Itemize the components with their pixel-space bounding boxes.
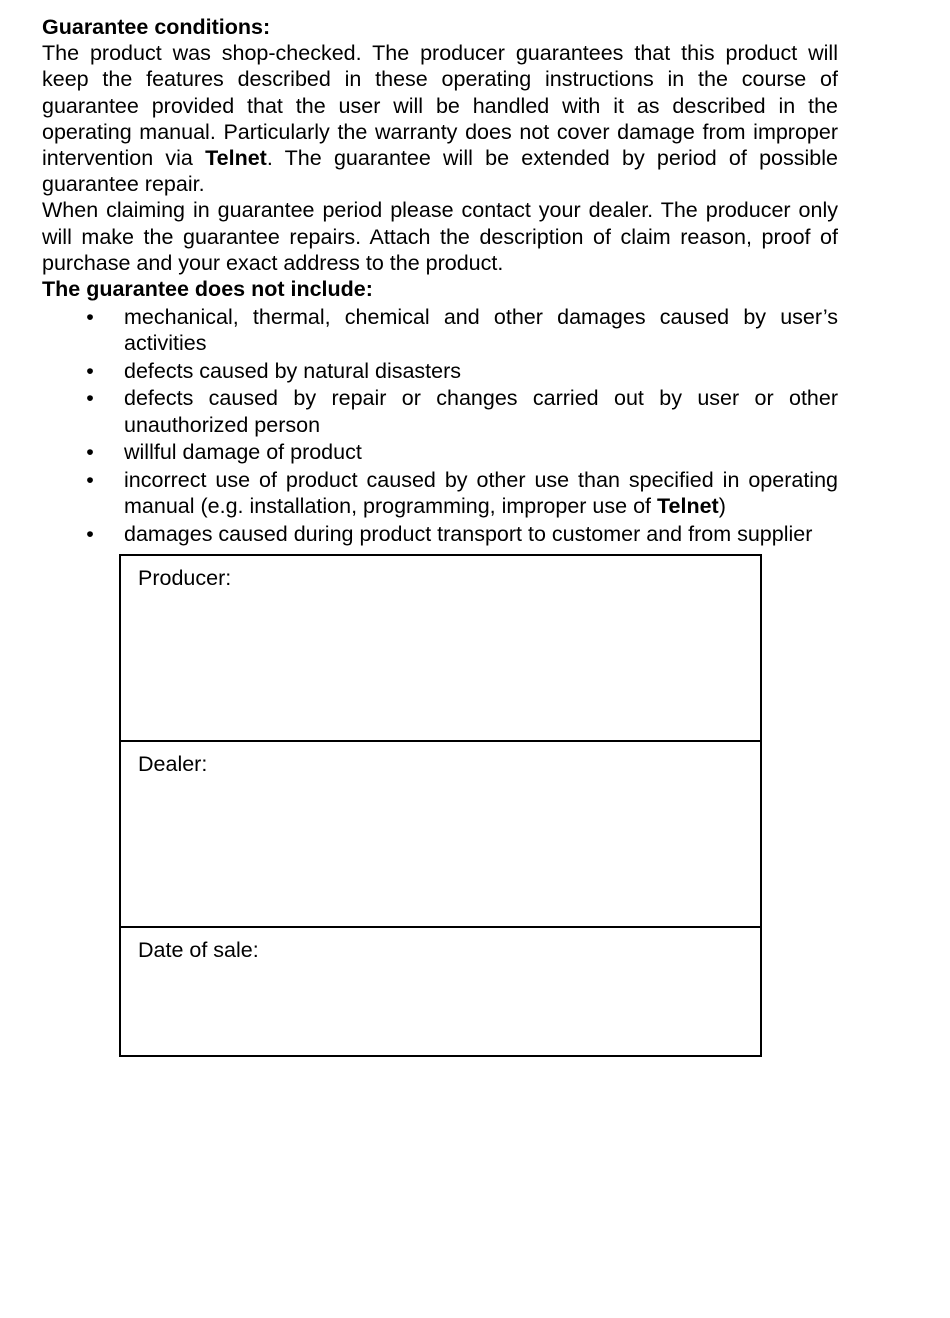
exclusion-text: defects caused by natural disasters — [124, 358, 462, 383]
guarantee-paragraph-1 — [42, 40, 838, 197]
list-item — [42, 521, 838, 547]
exclusions-list — [42, 304, 838, 547]
telnet-emphasis: Telnet — [656, 494, 719, 519]
guarantee-title: Guarantee conditions: — [42, 15, 271, 39]
exclusion-text: defects caused by repair or changes carried out by user or other unauthorized person — [124, 386, 838, 437]
exclusion-text: damages caused during product transport to customer and from supplier — [124, 521, 813, 546]
exclusion-text: mechanical, thermal, chemical and other damages caused by user’s activities — [124, 304, 838, 355]
guarantee-paragraph-1-text-b: . The guarantee will be extended by period of possible guarantee repair. — [42, 146, 838, 197]
producer-label: Producer: — [138, 566, 232, 590]
date-of-sale-label: Date of sale: — [138, 938, 259, 962]
bullet-icon: • — [86, 386, 94, 411]
bullet-icon: • — [86, 304, 94, 329]
sale-record-form — [119, 554, 762, 1057]
bullet-icon: • — [86, 358, 94, 383]
dealer-label: Dealer: — [138, 752, 208, 776]
exclusions-title: The guarantee does not include: — [42, 277, 373, 302]
list-item — [42, 304, 838, 356]
exclusion-text-b: ) — [718, 494, 726, 519]
guarantee-page — [42, 14, 838, 547]
bullet-icon: • — [86, 521, 94, 546]
telnet-emphasis: Telnet — [205, 146, 267, 171]
dealer-field[interactable] — [121, 742, 760, 928]
list-item — [42, 358, 838, 384]
producer-field[interactable] — [121, 556, 760, 742]
list-item — [42, 439, 838, 465]
bullet-icon: • — [86, 440, 94, 465]
bullet-icon: • — [86, 467, 94, 492]
list-item — [42, 385, 838, 437]
exclusion-text: willful damage of product — [124, 440, 362, 465]
date-of-sale-field[interactable] — [121, 928, 760, 1055]
guarantee-paragraph-2: When claiming in guarantee period please contact your dealer. The producer only will make the guarantee repairs. Attach the description of claim reason, proof of purchase and your exact address to the product. — [42, 198, 838, 275]
guarantee-paragraph-1-text-a: The product was shop-checked. The producer guarantees that this product will keep the features described in these operating instructions in the course of guarantee provided that the user will be handled with it as described in the operating manual. Particularly the warranty does not cover damage from improper intervention via — [42, 41, 838, 171]
exclusion-text-a: incorrect use of product caused by other use than specified in operating manual (e.g. installation, programming, improper use of — [124, 467, 838, 519]
list-item — [42, 467, 838, 519]
exclusion-text — [124, 468, 838, 518]
